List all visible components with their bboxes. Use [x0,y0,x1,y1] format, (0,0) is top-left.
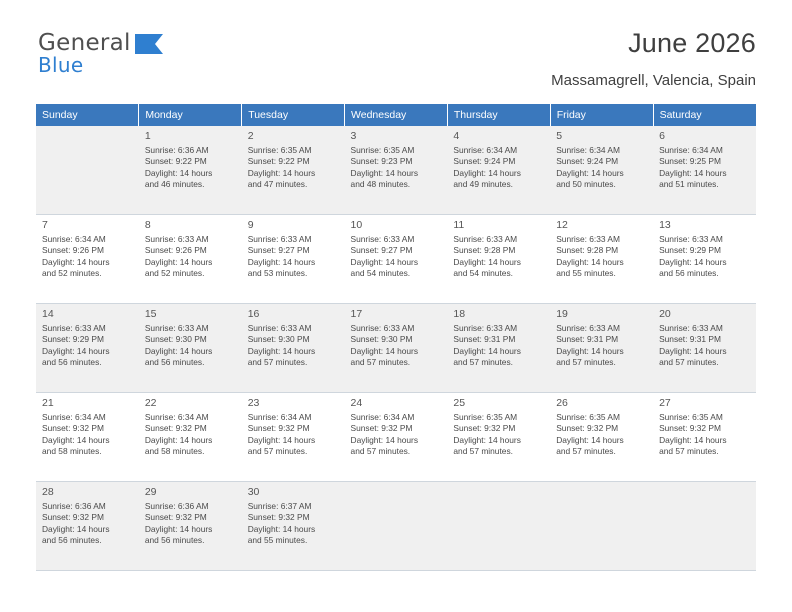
day-detail-line: Daylight: 14 hours [453,434,521,445]
weekday-header-tuesday: Tuesday [242,104,345,126]
day-detail-line: Daylight: 14 hours [247,345,316,356]
day-detail-line: Daylight: 14 hours [144,434,213,445]
day-detail-line: Daylight: 14 hours [247,256,316,267]
day-number: 11 [453,219,465,231]
day-detail-line: Sunset: 9:32 PM [144,423,207,434]
weekday-header-saturday: Saturday [653,104,756,126]
day-detail-line: and 54 minutes. [453,268,513,279]
calendar-day-cell[interactable] [36,215,139,304]
calendar-day-cell[interactable] [550,126,653,215]
day-detail-line: Daylight: 14 hours [659,167,727,178]
day-detail-line: Daylight: 14 hours [350,434,419,445]
day-detail-line: Sunset: 9:24 PM [453,156,516,167]
calendar-day-cell[interactable] [242,482,345,571]
calendar-day-cell[interactable] [242,304,345,393]
day-cell-content [242,304,345,384]
day-detail-line: and 57 minutes. [556,446,616,457]
day-detail-line: Sunrise: 6:34 AM [42,412,106,422]
day-number: 25 [453,397,466,409]
day-number: 9 [247,219,254,231]
brand-logo[interactable] [38,30,238,82]
brand-name-blue: Blue [38,53,84,77]
day-detail-line: Sunset: 9:32 PM [350,423,413,434]
calendar-day-cell[interactable] [550,393,653,482]
day-number: 26 [556,397,568,409]
day-detail-line: and 57 minutes. [556,357,616,368]
day-detail-line: Sunrise: 6:36 AM [42,501,106,511]
day-cell-content [139,126,242,206]
day-detail-line: Daylight: 14 hours [556,167,624,178]
calendar-day-cell[interactable] [139,126,242,215]
day-detail-line: Sunset: 9:32 PM [144,512,207,523]
day-cell-content [36,126,139,206]
calendar-day-cell[interactable] [345,215,448,304]
day-detail-line: Sunrise: 6:34 AM [556,145,620,155]
day-detail-line: Daylight: 14 hours [350,167,419,178]
day-detail-line: Daylight: 14 hours [144,345,213,356]
calendar-day-cell[interactable] [447,393,550,482]
day-cell-content [36,393,139,473]
day-number: 2 [247,130,254,142]
day-number: 17 [350,308,363,320]
day-detail-line: Sunset: 9:30 PM [144,334,207,345]
day-detail-line: Sunrise: 6:35 AM [659,412,723,422]
day-detail-line: Sunrise: 6:34 AM [144,412,209,422]
day-detail-line: and 47 minutes. [247,179,308,190]
day-detail-line: and 48 minutes. [350,179,411,190]
day-number: 29 [144,486,157,498]
day-detail-line: Sunrise: 6:37 AM [247,501,312,511]
day-detail-line: Daylight: 14 hours [453,167,521,178]
day-detail-line: Sunset: 9:30 PM [350,334,413,345]
day-detail-line: Sunset: 9:32 PM [42,423,104,434]
day-detail-line: Sunrise: 6:35 AM [453,412,518,422]
day-number: 16 [247,308,260,320]
day-detail-line: Daylight: 14 hours [659,345,727,356]
day-detail-line: Sunrise: 6:34 AM [350,412,415,422]
day-cell-content [653,304,756,384]
calendar-week-row [36,393,756,482]
day-detail-line: and 52 minutes. [42,268,102,279]
blue-flag-icon [133,32,165,56]
calendar-day-cell[interactable] [36,482,139,571]
calendar-day-cell[interactable] [653,304,756,393]
day-detail-line: Sunrise: 6:33 AM [659,323,723,333]
day-detail-line: Daylight: 14 hours [659,434,727,445]
day-detail-line: Sunrise: 6:33 AM [350,234,415,244]
calendar-day-cell[interactable] [447,304,550,393]
calendar-empty-cell [550,482,653,571]
day-detail-line: and 46 minutes. [144,179,205,190]
day-detail-line: Sunrise: 6:36 AM [144,145,209,155]
calendar-day-cell[interactable] [653,126,756,215]
day-detail-line: Sunset: 9:26 PM [42,245,104,256]
weekday-header-thursday: Thursday [447,104,550,126]
day-detail-line: and 49 minutes. [453,179,513,190]
day-detail-line: Sunrise: 6:35 AM [350,145,415,155]
day-number: 4 [453,130,460,142]
day-cell-content [139,393,242,473]
day-detail-line: Sunset: 9:31 PM [556,334,619,345]
day-detail-line: Sunset: 9:32 PM [247,423,310,434]
day-detail-line: Daylight: 14 hours [42,256,110,267]
weekday-header-sunday: Sunday [36,104,139,126]
day-cell-content [447,215,550,295]
calendar-day-cell[interactable] [242,393,345,482]
calendar-header-row [36,104,756,126]
page-header [36,0,756,89]
calendar-day-cell[interactable] [550,304,653,393]
calendar-day-cell[interactable] [36,393,139,482]
day-detail-line: Sunset: 9:25 PM [659,156,721,167]
calendar-day-cell[interactable] [653,215,756,304]
day-detail-line: and 57 minutes. [350,446,411,457]
page-title: June 2026 [628,28,756,58]
day-detail-line: Sunset: 9:27 PM [247,245,310,256]
day-cell-content [139,304,242,384]
day-detail-line: Daylight: 14 hours [350,345,419,356]
day-detail-line: Sunrise: 6:34 AM [659,145,723,155]
day-detail-line: and 57 minutes. [659,357,719,368]
day-cell-content [653,215,756,295]
day-detail-line: Daylight: 14 hours [350,256,419,267]
day-detail-line: and 58 minutes. [42,446,102,457]
calendar-day-cell[interactable] [345,304,448,393]
day-cell-content [345,215,448,295]
calendar-day-cell[interactable] [36,304,139,393]
day-detail-line: and 56 minutes. [144,357,205,368]
day-detail-line: Sunset: 9:28 PM [453,245,516,256]
day-detail-line: and 57 minutes. [350,357,411,368]
day-detail-line: Daylight: 14 hours [247,523,316,534]
day-detail-line: Sunset: 9:32 PM [247,512,310,523]
day-detail-line: Daylight: 14 hours [42,345,110,356]
weekday-header-friday: Friday [550,104,653,126]
calendar-day-cell[interactable] [139,304,242,393]
day-detail-line: Daylight: 14 hours [42,434,110,445]
day-cell-content [653,393,756,473]
sun-times-calendar [36,104,756,571]
day-detail-line: and 56 minutes. [144,535,205,546]
calendar-day-cell[interactable] [139,482,242,571]
day-number: 8 [144,219,151,231]
day-detail-line: Sunrise: 6:33 AM [144,323,209,333]
day-detail-line: and 57 minutes. [659,446,719,457]
day-detail-line: Sunrise: 6:33 AM [350,323,415,333]
day-detail-line: Sunset: 9:22 PM [144,156,207,167]
day-number: 24 [350,397,363,409]
day-detail-line: Sunset: 9:29 PM [42,334,104,345]
day-detail-line: Sunrise: 6:34 AM [247,412,312,422]
day-detail-line: Daylight: 14 hours [247,434,316,445]
day-cell-content [447,393,550,473]
day-detail-line: and 55 minutes. [247,535,308,546]
day-detail-line: and 53 minutes. [247,268,308,279]
day-detail-line: Sunset: 9:22 PM [247,156,310,167]
location-subtitle: Massamagrell, Valencia, Spain [551,72,756,89]
day-number: 12 [556,219,568,231]
weekday-header-wednesday: Wednesday [345,104,448,126]
day-number: 23 [247,397,260,409]
calendar-day-cell[interactable] [139,393,242,482]
day-detail-line: and 51 minutes. [659,179,719,190]
day-detail-line: Sunrise: 6:35 AM [247,145,312,155]
day-detail-line: and 56 minutes. [42,357,102,368]
day-detail-line: Daylight: 14 hours [247,167,316,178]
day-number: 7 [42,219,48,231]
day-detail-line: Sunset: 9:30 PM [247,334,310,345]
day-cell-content [36,304,139,384]
day-detail-line: Daylight: 14 hours [556,256,624,267]
calendar-week-row [36,304,756,393]
day-detail-line: and 55 minutes. [556,268,616,279]
day-detail-line: Sunrise: 6:33 AM [247,234,312,244]
day-detail-line: Daylight: 14 hours [556,345,624,356]
day-number: 6 [659,130,665,142]
day-detail-line: Sunrise: 6:33 AM [247,323,312,333]
day-detail-line: Sunrise: 6:33 AM [556,323,620,333]
day-detail-line: Sunset: 9:24 PM [556,156,619,167]
day-detail-line: Daylight: 14 hours [556,434,624,445]
day-detail-line: Sunrise: 6:33 AM [42,323,106,333]
day-cell-content [550,482,653,562]
day-number: 30 [247,486,260,498]
day-detail-line: and 52 minutes. [144,268,205,279]
calendar-body [36,126,756,571]
day-number: 27 [659,397,671,409]
day-detail-line: Sunset: 9:32 PM [42,512,104,523]
day-detail-line: and 56 minutes. [659,268,719,279]
day-cell-content [550,393,653,473]
day-cell-content [653,482,756,562]
day-detail-line: Sunrise: 6:36 AM [144,501,209,511]
day-cell-content [139,482,242,562]
day-number: 10 [350,219,363,231]
day-number: 28 [42,486,54,498]
day-cell-content [242,482,345,562]
day-cell-content [550,126,653,206]
day-cell-content [36,215,139,295]
day-detail-line: and 58 minutes. [144,446,205,457]
calendar-week-row [36,482,756,571]
calendar-day-cell[interactable] [550,215,653,304]
day-detail-line: Daylight: 14 hours [144,523,213,534]
day-detail-line: Sunset: 9:29 PM [659,245,721,256]
day-detail-line: Sunset: 9:28 PM [556,245,619,256]
day-number: 14 [42,308,54,320]
calendar-day-cell[interactable] [345,393,448,482]
day-detail-line: Sunset: 9:32 PM [453,423,516,434]
calendar-day-cell[interactable] [447,215,550,304]
day-number: 21 [42,397,54,409]
day-cell-content [345,304,448,384]
calendar-empty-cell [345,482,448,571]
day-cell-content [242,215,345,295]
brand-name-general: General [38,30,131,56]
day-detail-line: and 54 minutes. [350,268,411,279]
day-cell-content [242,126,345,206]
day-number: 20 [659,308,671,320]
day-cell-content [345,482,448,562]
day-cell-content [550,304,653,384]
calendar-day-cell[interactable] [653,393,756,482]
day-cell-content [447,482,550,562]
day-detail-line: Daylight: 14 hours [453,345,521,356]
calendar-day-cell[interactable] [242,126,345,215]
day-detail-line: and 57 minutes. [247,446,308,457]
day-detail-line: Daylight: 14 hours [144,256,213,267]
day-detail-line: Daylight: 14 hours [659,256,727,267]
day-detail-line: Daylight: 14 hours [42,523,110,534]
day-cell-content [36,482,139,562]
day-detail-line: Sunset: 9:27 PM [350,245,413,256]
day-number: 15 [144,308,157,320]
day-number: 5 [556,130,563,142]
day-detail-line: Sunset: 9:23 PM [350,156,413,167]
day-number: 3 [350,130,357,142]
day-cell-content [447,304,550,384]
day-detail-line: Sunrise: 6:33 AM [453,234,518,244]
day-cell-content [550,215,653,295]
calendar-week-row [36,126,756,215]
day-cell-content [345,393,448,473]
day-detail-line: Sunset: 9:31 PM [453,334,516,345]
day-detail-line: Daylight: 14 hours [453,256,521,267]
day-detail-line: and 57 minutes. [453,446,513,457]
day-detail-line: Sunrise: 6:33 AM [144,234,209,244]
day-detail-line: Sunrise: 6:33 AM [556,234,620,244]
day-detail-line: Sunrise: 6:34 AM [42,234,106,244]
day-cell-content [345,126,448,206]
calendar-day-cell[interactable] [242,215,345,304]
calendar-empty-cell [36,126,139,215]
day-number: 19 [556,308,568,320]
calendar-day-cell[interactable] [345,126,448,215]
day-detail-line: Sunrise: 6:33 AM [453,323,518,333]
day-detail-line: Daylight: 14 hours [144,167,213,178]
calendar-empty-cell [653,482,756,571]
calendar-week-row [36,215,756,304]
day-detail-line: Sunset: 9:31 PM [659,334,721,345]
calendar-day-cell[interactable] [447,126,550,215]
day-detail-line: Sunset: 9:32 PM [556,423,619,434]
weekday-header-monday: Monday [139,104,242,126]
day-detail-line: and 56 minutes. [42,535,102,546]
day-detail-line: Sunrise: 6:35 AM [556,412,620,422]
day-detail-line: Sunrise: 6:34 AM [453,145,518,155]
day-detail-line: Sunset: 9:32 PM [659,423,721,434]
day-cell-content [242,393,345,473]
day-number: 1 [144,130,151,142]
calendar-day-cell[interactable] [139,215,242,304]
day-number: 18 [453,308,466,320]
day-cell-content [139,215,242,295]
day-detail-line: Sunset: 9:26 PM [144,245,207,256]
day-detail-line: Sunrise: 6:33 AM [659,234,723,244]
day-number: 22 [144,397,157,409]
calendar-empty-cell [447,482,550,571]
day-detail-line: and 50 minutes. [556,179,616,190]
day-detail-line: and 57 minutes. [453,357,513,368]
day-cell-content [653,126,756,206]
day-detail-line: and 57 minutes. [247,357,308,368]
day-cell-content [447,126,550,206]
day-number: 13 [659,219,671,231]
